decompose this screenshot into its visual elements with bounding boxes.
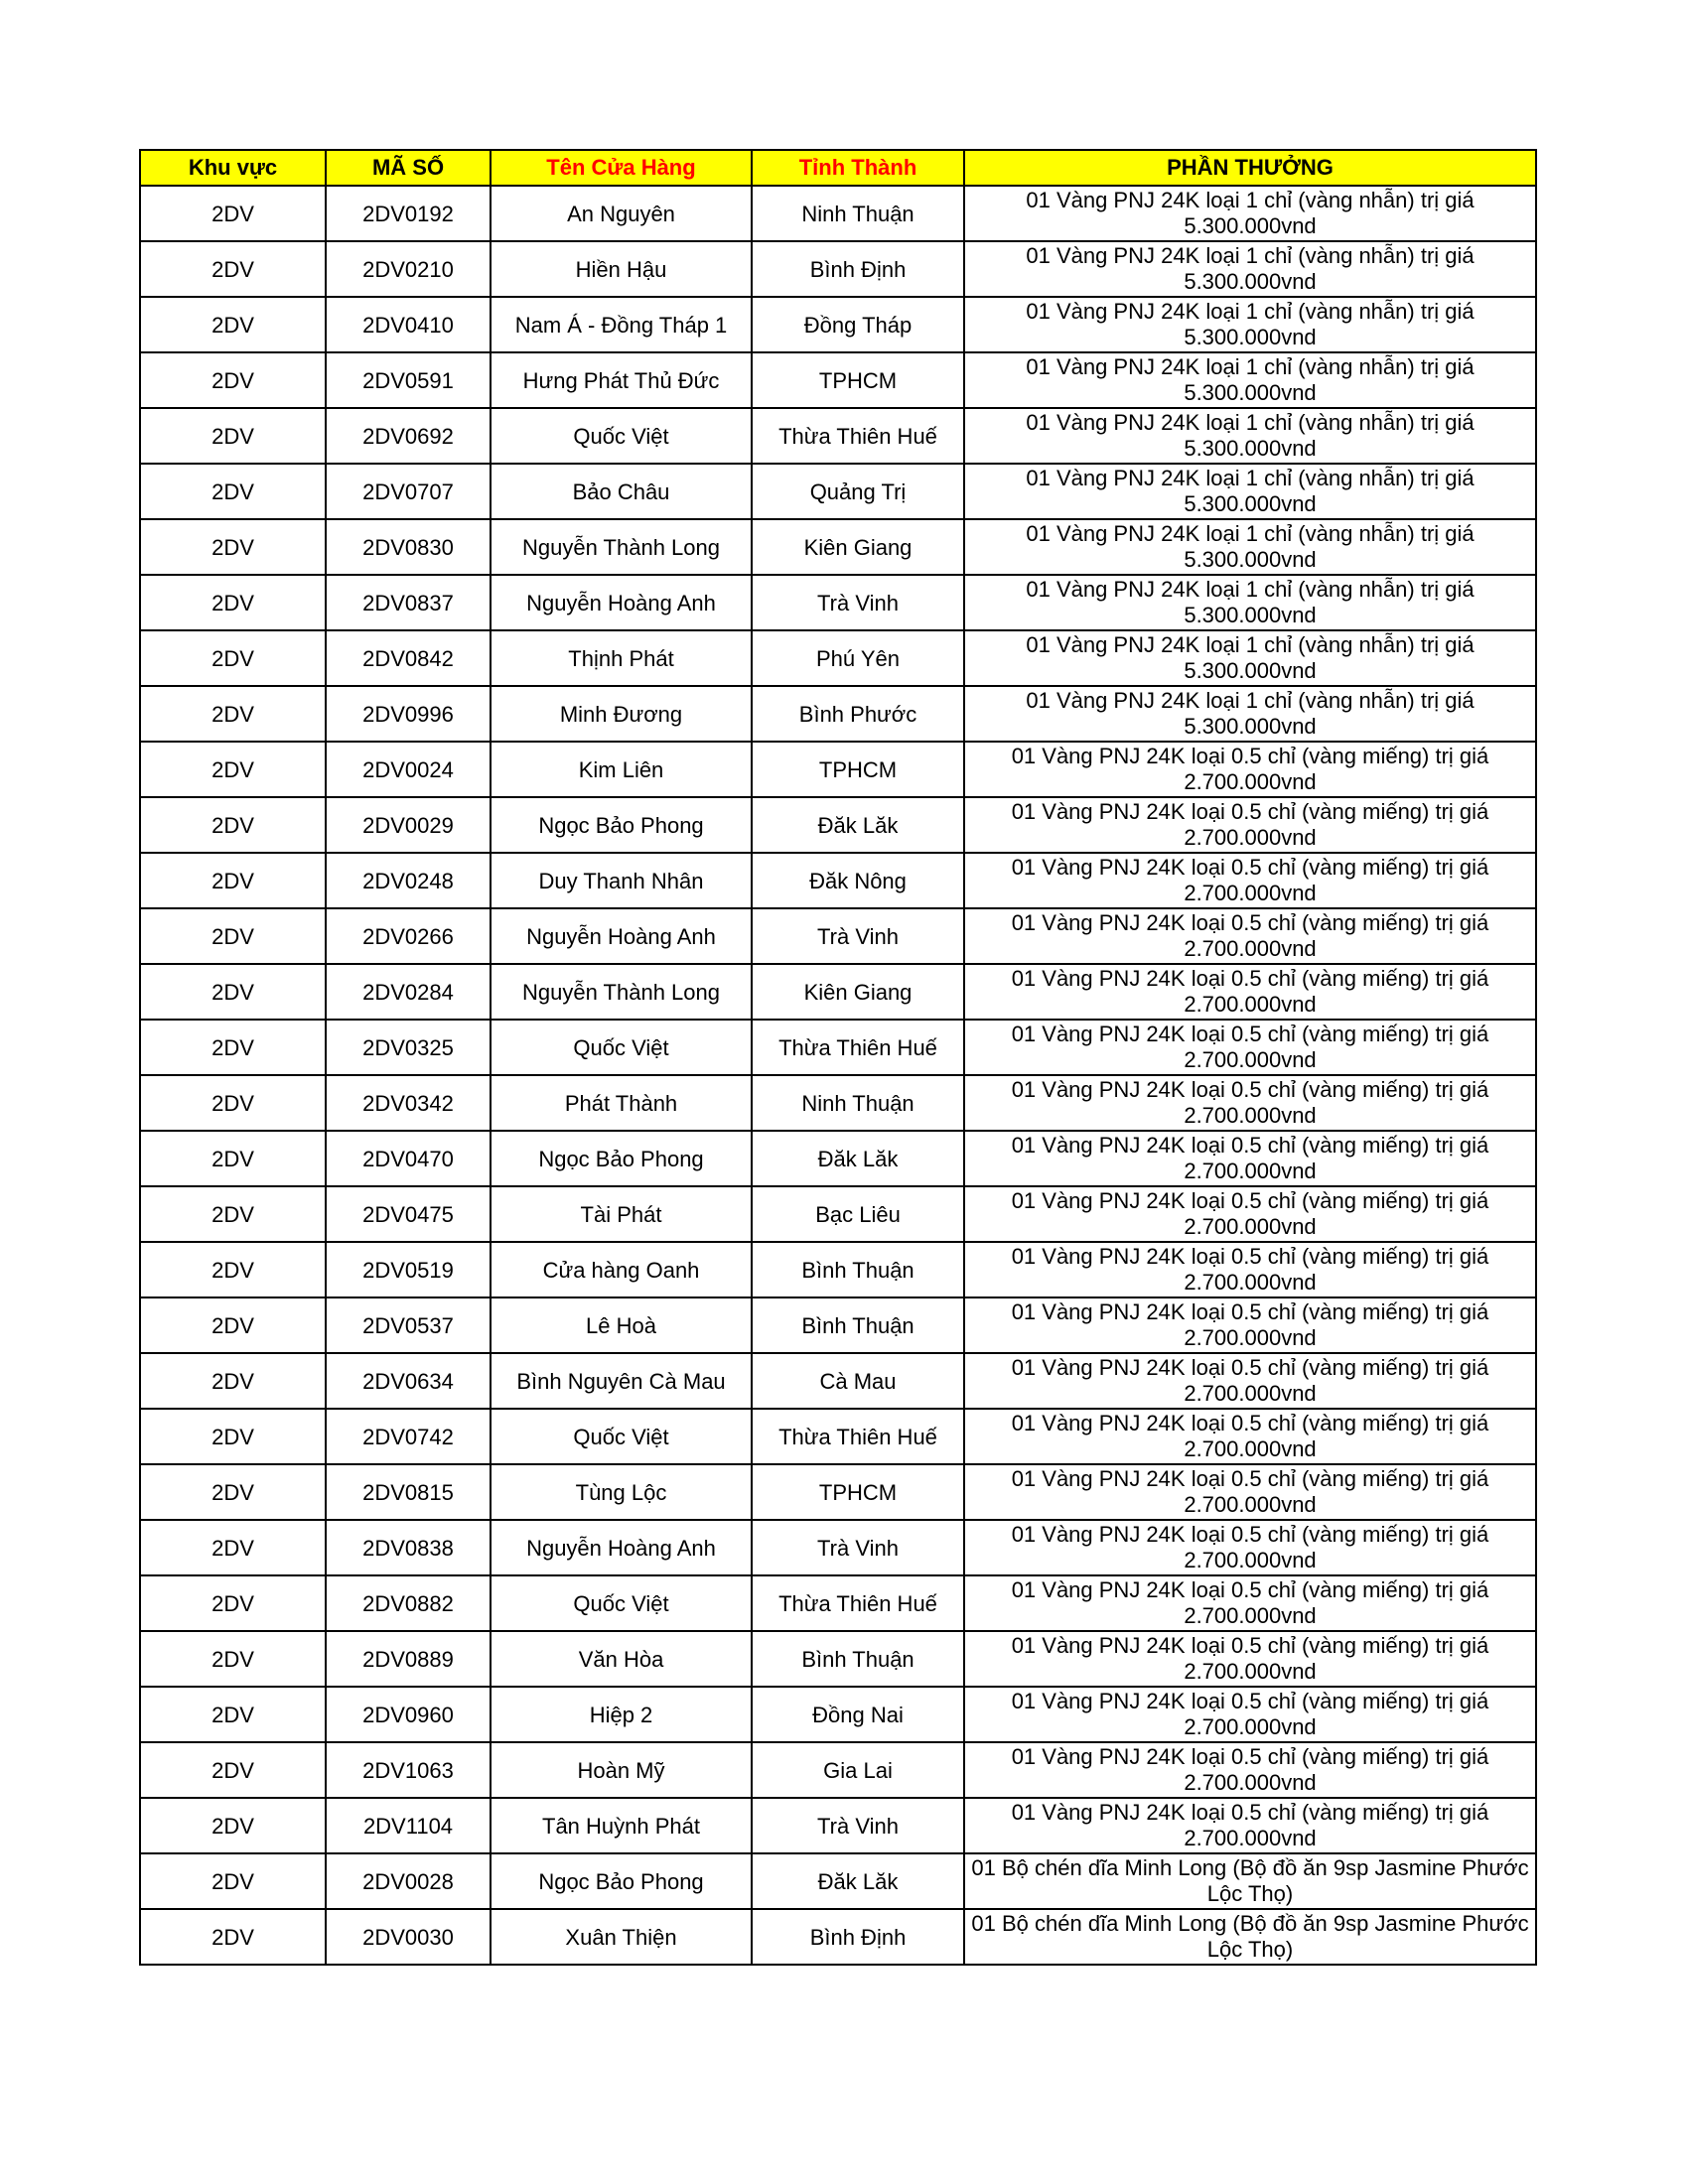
cell-khu-vuc: 2DV: [140, 1853, 326, 1909]
table-row: [140, 797, 1536, 853]
table-row: [140, 519, 1536, 575]
cell-ma-so: 2DV0030: [326, 1909, 491, 1965]
cell-khu-vuc: 2DV: [140, 1020, 326, 1075]
table-header-row: [140, 150, 1536, 186]
cell-ma-so: 2DV1104: [326, 1798, 491, 1853]
cell-ma-so: 2DV0591: [326, 352, 491, 408]
cell-ma-so: 2DV0889: [326, 1631, 491, 1687]
cell-khu-vuc: 2DV: [140, 241, 326, 297]
cell-ma-so: 2DV0692: [326, 408, 491, 464]
cell-phan-thuong: 01 Vàng PNJ 24K loại 0.5 chỉ (vàng miếng) trị giá 2.700.000vnd: [964, 1186, 1536, 1242]
cell-khu-vuc: 2DV: [140, 964, 326, 1020]
cell-ma-so: 2DV0837: [326, 575, 491, 630]
cell-phan-thuong: 01 Vàng PNJ 24K loại 0.5 chỉ (vàng miếng) trị giá 2.700.000vnd: [964, 1409, 1536, 1464]
cell-ten-cua-hang: Minh Đương: [491, 686, 752, 742]
cell-phan-thuong: 01 Vàng PNJ 24K loại 0.5 chỉ (vàng miếng) trị giá 2.700.000vnd: [964, 1020, 1536, 1075]
table-row: [140, 297, 1536, 352]
cell-ten-cua-hang: Ngọc Bảo Phong: [491, 1853, 752, 1909]
cell-khu-vuc: 2DV: [140, 1409, 326, 1464]
cell-ma-so: 2DV0266: [326, 908, 491, 964]
reward-table-container: [139, 149, 1535, 1966]
cell-tinh-thanh: Đăk Lăk: [752, 797, 964, 853]
cell-khu-vuc: 2DV: [140, 1798, 326, 1853]
cell-phan-thuong: 01 Bộ chén dĩa Minh Long (Bộ đồ ăn 9sp Jasmine Phước Lộc Thọ): [964, 1909, 1536, 1965]
table-row: [140, 1909, 1536, 1965]
cell-ten-cua-hang: Tùng Lộc: [491, 1464, 752, 1520]
table-row: [140, 1020, 1536, 1075]
cell-phan-thuong: 01 Vàng PNJ 24K loại 0.5 chỉ (vàng miếng) trị giá 2.700.000vnd: [964, 1742, 1536, 1798]
cell-tinh-thanh: Ninh Thuận: [752, 1075, 964, 1131]
cell-ma-so: 2DV0537: [326, 1297, 491, 1353]
cell-phan-thuong: 01 Vàng PNJ 24K loại 0.5 chỉ (vàng miếng) trị giá 2.700.000vnd: [964, 1687, 1536, 1742]
cell-phan-thuong: 01 Vàng PNJ 24K loại 0.5 chỉ (vàng miếng) trị giá 2.700.000vnd: [964, 1353, 1536, 1409]
table-row: [140, 853, 1536, 908]
cell-ten-cua-hang: Nam Á - Đồng Tháp 1: [491, 297, 752, 352]
cell-ma-so: 2DV0410: [326, 297, 491, 352]
table-row: [140, 1575, 1536, 1631]
cell-ten-cua-hang: Hưng Phát Thủ Đức: [491, 352, 752, 408]
cell-phan-thuong: 01 Vàng PNJ 24K loại 0.5 chỉ (vàng miếng) trị giá 2.700.000vnd: [964, 1520, 1536, 1575]
cell-ma-so: 2DV0742: [326, 1409, 491, 1464]
cell-khu-vuc: 2DV: [140, 1742, 326, 1798]
table-row: [140, 575, 1536, 630]
cell-tinh-thanh: Phú Yên: [752, 630, 964, 686]
cell-tinh-thanh: TPHCM: [752, 742, 964, 797]
table-row: [140, 408, 1536, 464]
cell-phan-thuong: 01 Vàng PNJ 24K loại 1 chỉ (vàng nhẫn) trị giá 5.300.000vnd: [964, 352, 1536, 408]
table-row: [140, 186, 1536, 241]
cell-ten-cua-hang: Thịnh Phát: [491, 630, 752, 686]
cell-ten-cua-hang: Tân Huỳnh Phát: [491, 1798, 752, 1853]
cell-ma-so: 2DV0634: [326, 1353, 491, 1409]
cell-ten-cua-hang: Bảo Châu: [491, 464, 752, 519]
cell-tinh-thanh: Bình Thuận: [752, 1297, 964, 1353]
cell-ma-so: 2DV0707: [326, 464, 491, 519]
cell-phan-thuong: 01 Vàng PNJ 24K loại 0.5 chỉ (vàng miếng) trị giá 2.700.000vnd: [964, 1075, 1536, 1131]
cell-khu-vuc: 2DV: [140, 1186, 326, 1242]
cell-tinh-thanh: Bình Định: [752, 1909, 964, 1965]
cell-tinh-thanh: Thừa Thiên Huế: [752, 1020, 964, 1075]
cell-tinh-thanh: Cà Mau: [752, 1353, 964, 1409]
table-row: [140, 1353, 1536, 1409]
cell-ten-cua-hang: Quốc Việt: [491, 1575, 752, 1631]
cell-ten-cua-hang: Nguyễn Hoàng Anh: [491, 1520, 752, 1575]
cell-tinh-thanh: Bình Phước: [752, 686, 964, 742]
cell-ma-so: 2DV0284: [326, 964, 491, 1020]
table-row: [140, 1131, 1536, 1186]
cell-ten-cua-hang: Quốc Việt: [491, 1020, 752, 1075]
header-ten-cua-hang: Tên Cửa Hàng: [491, 150, 752, 186]
cell-phan-thuong: 01 Vàng PNJ 24K loại 1 chỉ (vàng nhẫn) trị giá 5.300.000vnd: [964, 686, 1536, 742]
cell-tinh-thanh: Quảng Trị: [752, 464, 964, 519]
cell-ten-cua-hang: Bình Nguyên Cà Mau: [491, 1353, 752, 1409]
cell-ma-so: 2DV1063: [326, 1742, 491, 1798]
cell-ten-cua-hang: Nguyễn Hoàng Anh: [491, 575, 752, 630]
cell-tinh-thanh: TPHCM: [752, 352, 964, 408]
cell-phan-thuong: 01 Vàng PNJ 24K loại 0.5 chỉ (vàng miếng) trị giá 2.700.000vnd: [964, 964, 1536, 1020]
cell-ten-cua-hang: Tài Phát: [491, 1186, 752, 1242]
cell-phan-thuong: 01 Vàng PNJ 24K loại 0.5 chỉ (vàng miếng) trị giá 2.700.000vnd: [964, 1631, 1536, 1687]
cell-ma-so: 2DV0470: [326, 1131, 491, 1186]
cell-khu-vuc: 2DV: [140, 1631, 326, 1687]
cell-ma-so: 2DV0028: [326, 1853, 491, 1909]
cell-ten-cua-hang: Kim Liên: [491, 742, 752, 797]
cell-khu-vuc: 2DV: [140, 1909, 326, 1965]
cell-phan-thuong: 01 Vàng PNJ 24K loại 1 chỉ (vàng nhẫn) trị giá 5.300.000vnd: [964, 297, 1536, 352]
table-row: [140, 908, 1536, 964]
cell-phan-thuong: 01 Vàng PNJ 24K loại 1 chỉ (vàng nhẫn) trị giá 5.300.000vnd: [964, 464, 1536, 519]
cell-ma-so: 2DV0519: [326, 1242, 491, 1297]
reward-table: [139, 149, 1537, 1966]
cell-phan-thuong: 01 Vàng PNJ 24K loại 1 chỉ (vàng nhẫn) trị giá 5.300.000vnd: [964, 630, 1536, 686]
cell-khu-vuc: 2DV: [140, 1464, 326, 1520]
table-row: [140, 352, 1536, 408]
cell-tinh-thanh: TPHCM: [752, 1464, 964, 1520]
cell-tinh-thanh: Bình Thuận: [752, 1242, 964, 1297]
table-row: [140, 241, 1536, 297]
cell-ma-so: 2DV0475: [326, 1186, 491, 1242]
cell-phan-thuong: 01 Vàng PNJ 24K loại 0.5 chỉ (vàng miếng) trị giá 2.700.000vnd: [964, 797, 1536, 853]
table-row: [140, 1409, 1536, 1464]
cell-ma-so: 2DV0029: [326, 797, 491, 853]
cell-khu-vuc: 2DV: [140, 853, 326, 908]
cell-khu-vuc: 2DV: [140, 686, 326, 742]
cell-khu-vuc: 2DV: [140, 1575, 326, 1631]
cell-ten-cua-hang: Duy Thanh Nhân: [491, 853, 752, 908]
table-row: [140, 1687, 1536, 1742]
cell-tinh-thanh: Gia Lai: [752, 1742, 964, 1798]
cell-tinh-thanh: Đăk Nông: [752, 853, 964, 908]
cell-ma-so: 2DV0842: [326, 630, 491, 686]
cell-khu-vuc: 2DV: [140, 519, 326, 575]
cell-phan-thuong: 01 Vàng PNJ 24K loại 0.5 chỉ (vàng miếng) trị giá 2.700.000vnd: [964, 1242, 1536, 1297]
cell-phan-thuong: 01 Vàng PNJ 24K loại 0.5 chỉ (vàng miếng) trị giá 2.700.000vnd: [964, 1131, 1536, 1186]
cell-ma-so: 2DV0882: [326, 1575, 491, 1631]
cell-ma-so: 2DV0248: [326, 853, 491, 908]
cell-phan-thuong: 01 Vàng PNJ 24K loại 1 chỉ (vàng nhẫn) trị giá 5.300.000vnd: [964, 408, 1536, 464]
table-row: [140, 630, 1536, 686]
header-ma-so: MÃ SỐ: [326, 150, 491, 186]
cell-ten-cua-hang: Cửa hàng Oanh: [491, 1242, 752, 1297]
cell-ten-cua-hang: Xuân Thiện: [491, 1909, 752, 1965]
cell-khu-vuc: 2DV: [140, 1075, 326, 1131]
cell-tinh-thanh: Bạc Liêu: [752, 1186, 964, 1242]
cell-phan-thuong: 01 Vàng PNJ 24K loại 1 chỉ (vàng nhẫn) trị giá 5.300.000vnd: [964, 241, 1536, 297]
cell-ten-cua-hang: Hoàn Mỹ: [491, 1742, 752, 1798]
cell-ten-cua-hang: Quốc Việt: [491, 1409, 752, 1464]
header-phan-thuong: PHẦN THƯỞNG: [964, 150, 1536, 186]
table-row: [140, 742, 1536, 797]
cell-tinh-thanh: Trà Vinh: [752, 908, 964, 964]
table-row: [140, 1853, 1536, 1909]
cell-tinh-thanh: Đăk Lăk: [752, 1853, 964, 1909]
cell-tinh-thanh: Thừa Thiên Huế: [752, 408, 964, 464]
cell-phan-thuong: 01 Vàng PNJ 24K loại 1 chỉ (vàng nhẫn) trị giá 5.300.000vnd: [964, 519, 1536, 575]
table-row: [140, 464, 1536, 519]
cell-tinh-thanh: Bình Định: [752, 241, 964, 297]
cell-khu-vuc: 2DV: [140, 797, 326, 853]
cell-khu-vuc: 2DV: [140, 1297, 326, 1353]
table-row: [140, 964, 1536, 1020]
cell-ma-so: 2DV0024: [326, 742, 491, 797]
cell-ten-cua-hang: Ngọc Bảo Phong: [491, 797, 752, 853]
table-row: [140, 1242, 1536, 1297]
cell-khu-vuc: 2DV: [140, 352, 326, 408]
table-row: [140, 1075, 1536, 1131]
cell-tinh-thanh: Kiên Giang: [752, 964, 964, 1020]
cell-phan-thuong: 01 Vàng PNJ 24K loại 0.5 chỉ (vàng miếng) trị giá 2.700.000vnd: [964, 1575, 1536, 1631]
cell-ma-so: 2DV0996: [326, 686, 491, 742]
cell-ten-cua-hang: Nguyễn Thành Long: [491, 519, 752, 575]
cell-khu-vuc: 2DV: [140, 1242, 326, 1297]
cell-khu-vuc: 2DV: [140, 408, 326, 464]
cell-khu-vuc: 2DV: [140, 575, 326, 630]
cell-ma-so: 2DV0838: [326, 1520, 491, 1575]
cell-phan-thuong: 01 Vàng PNJ 24K loại 0.5 chỉ (vàng miếng) trị giá 2.700.000vnd: [964, 1798, 1536, 1853]
cell-ten-cua-hang: Ngọc Bảo Phong: [491, 1131, 752, 1186]
cell-tinh-thanh: Bình Thuận: [752, 1631, 964, 1687]
cell-tinh-thanh: Kiên Giang: [752, 519, 964, 575]
cell-ten-cua-hang: Phát Thành: [491, 1075, 752, 1131]
cell-ten-cua-hang: Nguyễn Hoàng Anh: [491, 908, 752, 964]
cell-ten-cua-hang: Quốc Việt: [491, 408, 752, 464]
cell-phan-thuong: 01 Vàng PNJ 24K loại 1 chỉ (vàng nhẫn) trị giá 5.300.000vnd: [964, 186, 1536, 241]
header-tinh-thanh: Tỉnh Thành: [752, 150, 964, 186]
cell-khu-vuc: 2DV: [140, 1520, 326, 1575]
cell-phan-thuong: 01 Vàng PNJ 24K loại 0.5 chỉ (vàng miếng) trị giá 2.700.000vnd: [964, 1464, 1536, 1520]
cell-khu-vuc: 2DV: [140, 630, 326, 686]
cell-tinh-thanh: Đồng Nai: [752, 1687, 964, 1742]
cell-tinh-thanh: Đồng Tháp: [752, 297, 964, 352]
cell-ma-so: 2DV0210: [326, 241, 491, 297]
table-row: [140, 1297, 1536, 1353]
cell-phan-thuong: 01 Bộ chén dĩa Minh Long (Bộ đồ ăn 9sp Jasmine Phước Lộc Thọ): [964, 1853, 1536, 1909]
cell-ma-so: 2DV0815: [326, 1464, 491, 1520]
cell-khu-vuc: 2DV: [140, 464, 326, 519]
cell-khu-vuc: 2DV: [140, 1687, 326, 1742]
table-row: [140, 1631, 1536, 1687]
cell-tinh-thanh: Ninh Thuận: [752, 186, 964, 241]
cell-ma-so: 2DV0325: [326, 1020, 491, 1075]
cell-phan-thuong: 01 Vàng PNJ 24K loại 0.5 chỉ (vàng miếng) trị giá 2.700.000vnd: [964, 742, 1536, 797]
cell-ten-cua-hang: Hiền Hậu: [491, 241, 752, 297]
table-row: [140, 1464, 1536, 1520]
table-row: [140, 1742, 1536, 1798]
cell-phan-thuong: 01 Vàng PNJ 24K loại 1 chỉ (vàng nhẫn) trị giá 5.300.000vnd: [964, 575, 1536, 630]
header-khu-vuc: Khu vực: [140, 150, 326, 186]
cell-phan-thuong: 01 Vàng PNJ 24K loại 0.5 chỉ (vàng miếng) trị giá 2.700.000vnd: [964, 853, 1536, 908]
cell-phan-thuong: 01 Vàng PNJ 24K loại 0.5 chỉ (vàng miếng) trị giá 2.700.000vnd: [964, 908, 1536, 964]
table-row: [140, 1186, 1536, 1242]
cell-ten-cua-hang: Nguyễn Thành Long: [491, 964, 752, 1020]
cell-khu-vuc: 2DV: [140, 742, 326, 797]
cell-ten-cua-hang: An Nguyên: [491, 186, 752, 241]
cell-khu-vuc: 2DV: [140, 186, 326, 241]
cell-ma-so: 2DV0960: [326, 1687, 491, 1742]
cell-khu-vuc: 2DV: [140, 908, 326, 964]
table-body: [140, 186, 1536, 1965]
cell-khu-vuc: 2DV: [140, 297, 326, 352]
cell-ma-so: 2DV0830: [326, 519, 491, 575]
cell-ma-so: 2DV0342: [326, 1075, 491, 1131]
cell-khu-vuc: 2DV: [140, 1131, 326, 1186]
cell-ten-cua-hang: Văn Hòa: [491, 1631, 752, 1687]
cell-tinh-thanh: Đăk Lăk: [752, 1131, 964, 1186]
cell-ten-cua-hang: Hiệp 2: [491, 1687, 752, 1742]
table-row: [140, 686, 1536, 742]
table-row: [140, 1520, 1536, 1575]
cell-ma-so: 2DV0192: [326, 186, 491, 241]
cell-tinh-thanh: Trà Vinh: [752, 1520, 964, 1575]
table-row: [140, 1798, 1536, 1853]
cell-phan-thuong: 01 Vàng PNJ 24K loại 0.5 chỉ (vàng miếng) trị giá 2.700.000vnd: [964, 1297, 1536, 1353]
cell-tinh-thanh: Thừa Thiên Huế: [752, 1575, 964, 1631]
cell-tinh-thanh: Trà Vinh: [752, 575, 964, 630]
cell-khu-vuc: 2DV: [140, 1353, 326, 1409]
cell-tinh-thanh: Trà Vinh: [752, 1798, 964, 1853]
cell-ten-cua-hang: Lê Hoà: [491, 1297, 752, 1353]
cell-tinh-thanh: Thừa Thiên Huế: [752, 1409, 964, 1464]
